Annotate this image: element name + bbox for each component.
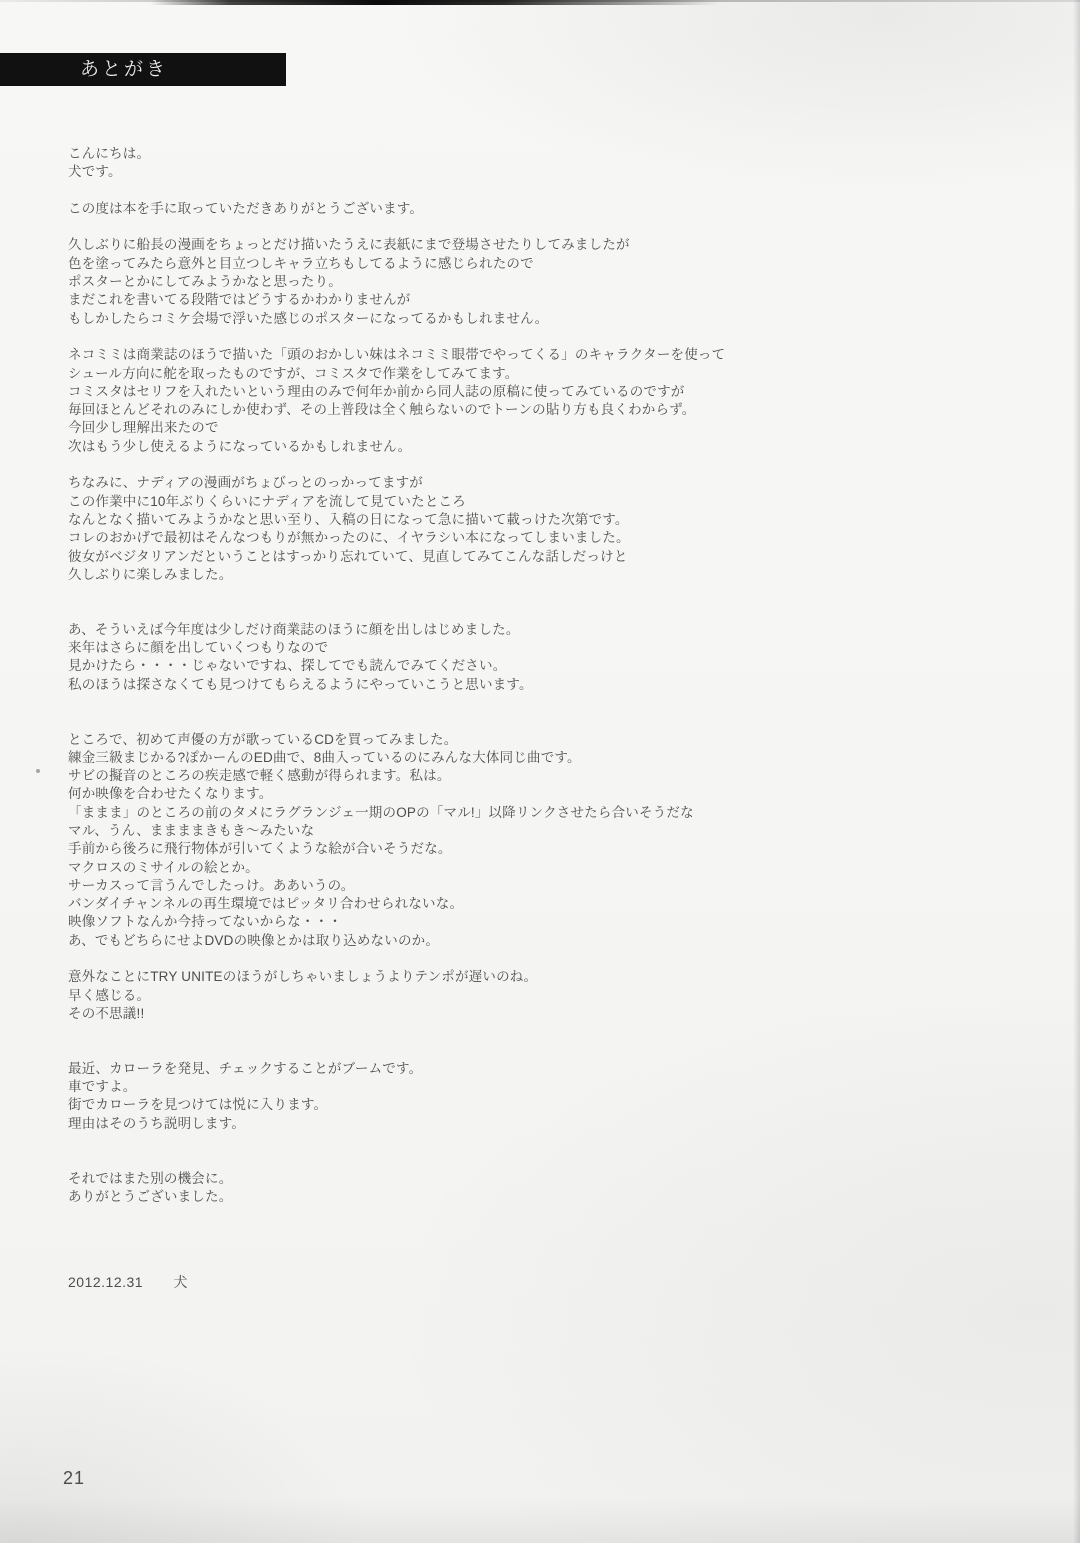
text-line: 私のほうは探さなくても見つけてもらえるようにやっていこうと思います。 [68,676,533,692]
text-line: 映像ソフトなんか今持ってないからな・・・ [68,914,342,930]
text-line [68,1133,725,1151]
text-line: 毎回ほとんどそれのみにしか使わず、その上普段は全く触らないのでトーンの貼り方も良くわからず。 [68,402,696,418]
text-line [68,584,725,602]
text-line: 意外なことにTRY UNITEのほうがしちゃいましょうよりテンポが遅いのね。 [68,969,538,985]
text-line: 久しぶりに船長の漫画をちょっとだけ描いたうえに表紙にまで登場させたりしてみましたが [68,237,630,253]
text-line: こんにちは。 [68,146,151,161]
scan-edge-artifact [150,0,720,5]
text-line: なんとなく描いてみようかなと思い至り、入稿の日になって急に描いて載っけた次第です。 [68,511,629,527]
stray-ink-dot [36,769,40,773]
text-line: ところで、初めて声優の方が歌っているCDを買ってみました。 [68,731,458,747]
text-line: あ、そういえば今年度は少しだけ商業誌のほうに顔を出しはじめました。 [68,621,520,637]
page-title: あとがき [80,59,169,80]
text-line: 久しぶりに楽しみました。 [68,566,233,582]
text-line [68,712,725,730]
text-line [68,602,725,620]
text-line: 「ままま」のところの前のタメにラグランジェ一期のOPの「マル!」以降リンクさせたら合いそうだな [68,804,694,820]
text-line: 車ですよ。 [68,1079,137,1095]
text-line [68,1042,725,1060]
text-line: それではまた別の機会に。 [68,1170,233,1186]
text-line: あ、でもどちらにせよDVDの映像とかは取り込めないのか。 [68,932,440,948]
scan-edge-shade-right [1073,0,1080,1543]
section-header-bar [0,53,286,86]
text-line: ありがとうございました。 [68,1188,233,1204]
text-line: 見かけたら・・・・じゃないですね、探してでも読んでみてください。 [68,658,507,674]
text-line: 練金三級まじかる?ぽかーんのED曲で、8曲入っているのにみんな大体同じ曲です。 [68,749,581,765]
text-line [68,182,725,200]
text-line: 街でカローラを見つけては悦に入ります。 [68,1097,328,1113]
text-line [68,1023,725,1041]
text-line [68,1151,725,1169]
text-line: 理由はそのうち説明します。 [68,1115,246,1131]
text-line [68,694,725,712]
text-line: サビの擬音のところの疾走感で軽く感動が得られます。私は。 [68,768,451,784]
text-line [68,218,725,236]
text-line: 今回少し理解出来たので [68,420,219,436]
text-line [68,950,725,968]
text-line: ネコミミは商業誌のほうで描いた「頭のおかしい妹はネコミミ眼帯でやってくる」のキャラクターを使って [68,347,726,363]
text-line: サーカスって言うんでしたっけ。ああいうの。 [68,877,355,893]
text-line: 手前から後ろに飛行物体が引いてくような絵が合いそうだな。 [68,841,452,857]
text-line: この作業中に10年ぶりくらいにナディアを流して見ていたところ [68,493,466,509]
text-line: その不思議!! [68,1005,145,1021]
scan-edge-shade-bottom [0,1497,1080,1543]
text-line: 最近、カローラを発見、チェックすることがブームです。 [68,1060,423,1076]
text-line: マル、うん、ままままきもき〜みたいな [68,822,315,838]
text-line: 早く感じる。 [68,987,151,1003]
text-line: 彼女がベジタリアンだということはすっかり忘れていて、見直してみてこんな話しだっけと [68,548,628,564]
text-line: 犬です。 [68,164,122,180]
text-line: ちなみに、ナディアの漫画がちょびっとのっかってますが [68,475,423,491]
text-line: バンダイチャンネルの再生環境ではピッタリ合わせられないな。 [68,896,464,912]
signature-author: 犬 [173,1274,188,1290]
text-line [68,328,725,346]
text-line: 色を塗ってみたら意外と目立つしキャラ立ちもしてるように感じられたので [68,255,534,271]
text-line: ポスターとかにしてみようかなと思ったり。 [68,274,342,290]
text-line: コレのおかげで最初はそんなつもりが無かったのに、イヤラシい本になってしまいました。 [68,530,630,546]
text-line: 来年はさらに顔を出していくつもりなので [68,640,329,656]
text-line: 何か映像を合わせたくなります。 [68,786,273,802]
page-number: 21 [63,1468,86,1488]
text-line: マクロスのミサイルの絵とか。 [68,859,259,875]
text-line: 次はもう少し使えるようになっているかもしれません。 [68,438,412,454]
text-line: もしかしたらコミケ会場で浮いた感じのポスターになってるかもしれません。 [68,310,549,326]
text-line: シュール方向に舵を取ったものですが、コミスタで作業をしてみてます。 [68,365,519,381]
signature-line [68,1272,188,1292]
text-line: まだこれを書いてる段階ではどうするかわかりませんが [68,292,411,308]
text-line [68,456,725,474]
afterword-text [68,145,725,1206]
text-line: この度は本を手に取っていただきありがとうございます。 [68,200,424,216]
text-line: コミスタはセリフを入れたいという理由のみで何年か前から同人誌の原稿に使ってみているのですが [68,383,685,399]
signature-date: 2012.12.31 [68,1274,144,1290]
